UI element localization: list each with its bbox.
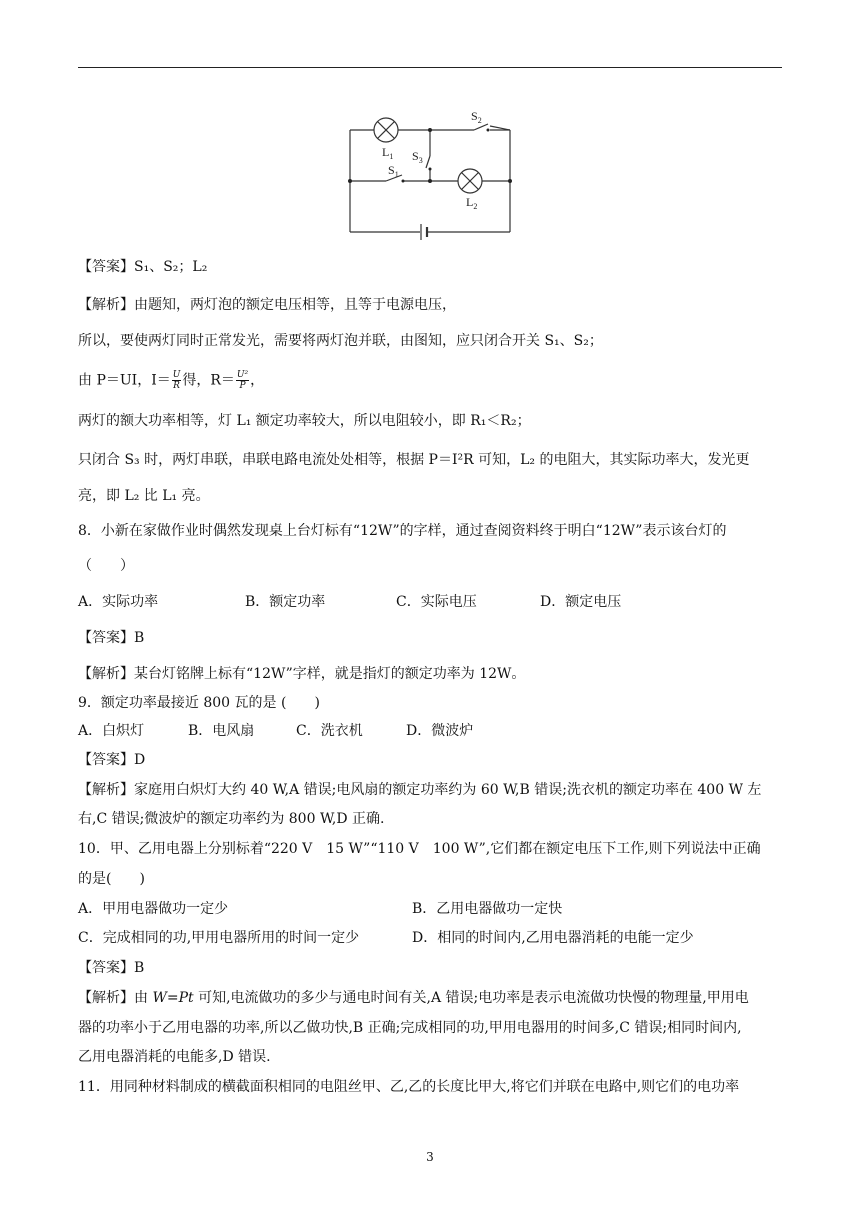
- q8-option-c: C．实际电压: [396, 594, 477, 610]
- circuit-diagram: [340, 108, 520, 240]
- q10-answer: 【答案】B: [78, 960, 145, 976]
- svg-text:S2: $S_2$: [471, 109, 482, 125]
- lamp-l2-icon: [458, 169, 482, 193]
- q9-options: [78, 721, 782, 741]
- q8-analysis: 【解析】某台灯铭牌上标有“12W”字样，就是指灯的额定功率为 12W。: [78, 666, 526, 682]
- q8-stem-line1: 8．小新在家做作业时偶然发现桌上台灯标有“12W”的字样，通过查阅资料终于明白“12W”表示该台灯的: [78, 523, 727, 539]
- q9-option-b: B．电风扇: [188, 723, 255, 739]
- fraction-u2-over-p: $\frac{\text{U²}}{P}$: [236, 370, 249, 391]
- q10-stem-line2: 的是( ): [78, 871, 145, 887]
- svg-text:L1: $L_1$: [382, 145, 394, 161]
- q9-answer: 【答案】D: [78, 752, 146, 768]
- q8-stem-line2: （ ）: [78, 558, 134, 574]
- q7-answer: 【答案】S₁、S₂；L₂: [78, 259, 208, 275]
- q8-option-d: D．额定电压: [540, 594, 622, 610]
- q10-analysis-line3: 乙用电器消耗的电能多,D 错误.: [78, 1049, 271, 1065]
- q8-answer: 【答案】B: [78, 630, 145, 646]
- q10-stem-line1: 10．甲、乙用电器上分别标着“220 V 15 W”“110 V 100 W”,它们都在额定电压下工作,则下列说法中正确: [78, 841, 761, 857]
- q9-analysis-line1: 【解析】家庭用白炽灯大约 40 W,A 错误;电风扇的额定功率约为 60 W,B 错误;洗衣机的额定功率在 400 W 左: [78, 782, 762, 798]
- q7-analysis-line1: 【解析】由题知，两灯泡的额定电压相等，且等于电源电压，: [78, 297, 456, 313]
- svg-text:L2: $L_2$: [466, 195, 478, 211]
- q9-option-a: A．白炽灯: [78, 723, 145, 739]
- q9-stem: 9．额定功率最接近 800 瓦的是 ( ): [78, 695, 320, 711]
- q7-formula-line: 由 P＝UI，I＝ $\frac{U}{R}$ 得，R＝ $\frac{\text{U²}}{P}$ ，: [78, 370, 265, 391]
- lamp-l1-icon: [374, 118, 398, 142]
- q7-analysis-line4: 只闭合 S₃ 时，两灯串联，串联电路电流处处相等，根据 P＝I²R 可知，L₂ 的电阻大，其实际功率大，发光更: [78, 452, 750, 468]
- q10-options-row1: [78, 899, 782, 919]
- svg-text:S3: $S_3$: [412, 149, 423, 165]
- q7-analysis-line3: 两灯的额大功率相等，灯 L₁ 额定功率较大，所以电阻较小，即 R₁＜R₂；: [78, 413, 531, 429]
- page-number: 3: [426, 1150, 434, 1164]
- q9-option-c: C．洗衣机: [296, 723, 363, 739]
- q8-options: [78, 592, 782, 612]
- fraction-u-over-r: $\frac{U}{R}$: [172, 370, 181, 391]
- q7-analysis-line5: 亮，即 L₂ 比 L₁ 亮。: [78, 488, 210, 504]
- q10-option-a: A．甲用电器做功一定少: [78, 901, 229, 917]
- q10-option-b: B．乙用电器做功一定快: [412, 901, 563, 917]
- svg-text:S1: $S_1$: [388, 163, 399, 179]
- q10-options-row2: [78, 928, 782, 948]
- q11-stem: 11．用同种材料制成的横截面积相同的电阻丝甲、乙,乙的长度比甲大,将它们并联在电路中,则它们的电功率: [78, 1079, 740, 1095]
- q10-option-d: D．相同的时间内,乙用电器消耗的电能一定少: [412, 930, 694, 946]
- q8-option-a: A．实际功率: [78, 594, 159, 610]
- q7-analysis-line2: 所以，要使两灯同时正常发光，需要将两灯泡并联，由图知，应只闭合开关 S₁、S₂；: [78, 333, 603, 349]
- q10-analysis-line2: 器的功率小于乙用电器的功率,所以乙做功快,B 正确;完成相同的功,甲用电器用的时间多,C 错误;相同时间内,: [78, 1020, 742, 1036]
- q8-option-b: B．额定功率: [245, 594, 326, 610]
- q10-analysis-line1: 【解析】由 W=Pt 可知,电流做功的多少与通电时间有关,A 错误;电功率是表示电流做功快慢的物理量,甲用电: [78, 990, 749, 1006]
- q10-option-c: C．完成相同的功,甲用电器所用的时间一定少: [78, 930, 360, 946]
- q9-option-d: D．微波炉: [406, 723, 474, 739]
- q9-analysis-line2: 右,C 错误;微波炉的额定功率约为 800 W,D 正确.: [78, 811, 385, 827]
- header-rule: [78, 67, 782, 68]
